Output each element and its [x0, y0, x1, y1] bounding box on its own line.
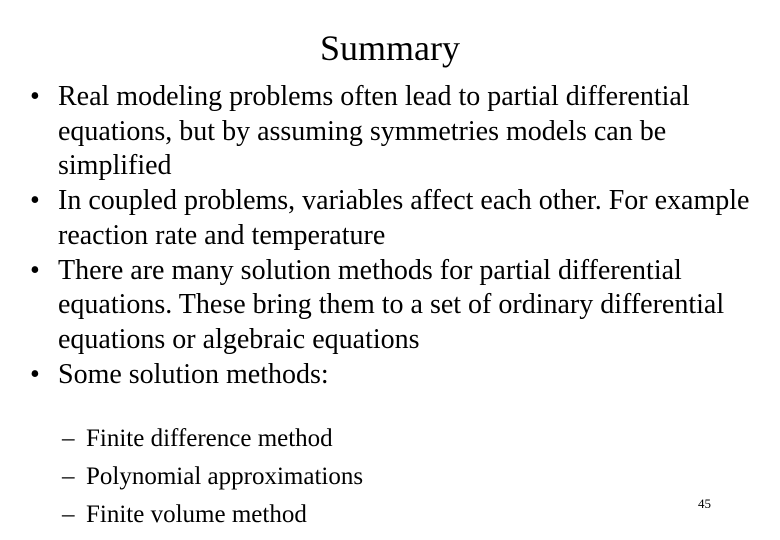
bullet-item — [30, 80, 750, 184]
bullet-item — [30, 184, 750, 253]
sub-bullet-text: Finite difference method — [86, 425, 333, 452]
slide-title: Summary — [320, 28, 460, 68]
sub-bullet-item — [62, 420, 622, 458]
sub-bullet-list — [62, 420, 622, 534]
sub-bullet-item — [62, 458, 622, 496]
bullet-text: Real modeling problems often lead to partial differential equations, but by assuming symmetries models can be simplified — [58, 81, 690, 181]
bullet-item — [30, 254, 750, 358]
sub-bullet-text: Finite volume method — [86, 501, 307, 528]
sub-bullet-item — [62, 496, 622, 534]
bullet-item — [30, 358, 750, 393]
page-number: 45 — [698, 496, 711, 511]
sub-bullet-text: Polynomial approximations — [86, 463, 364, 490]
sub-bullet-marker: – — [62, 425, 75, 452]
bullet-marker: • — [30, 185, 40, 216]
sub-bullet-marker: – — [62, 501, 75, 528]
bullet-text: In coupled problems, variables affect each other. For example reaction rate and temperature — [58, 185, 750, 251]
bullet-text: There are many solution methods for partial differential equations. These bring them to a set of ordinary differential equations or algebraic equations — [58, 254, 725, 355]
bullet-marker: • — [30, 358, 40, 390]
bullet-marker: • — [30, 81, 40, 112]
sub-bullet-marker: – — [62, 463, 75, 490]
bullet-text: Some solution methods: — [58, 358, 329, 390]
bullet-list — [30, 80, 750, 393]
bullet-marker: • — [30, 254, 40, 286]
